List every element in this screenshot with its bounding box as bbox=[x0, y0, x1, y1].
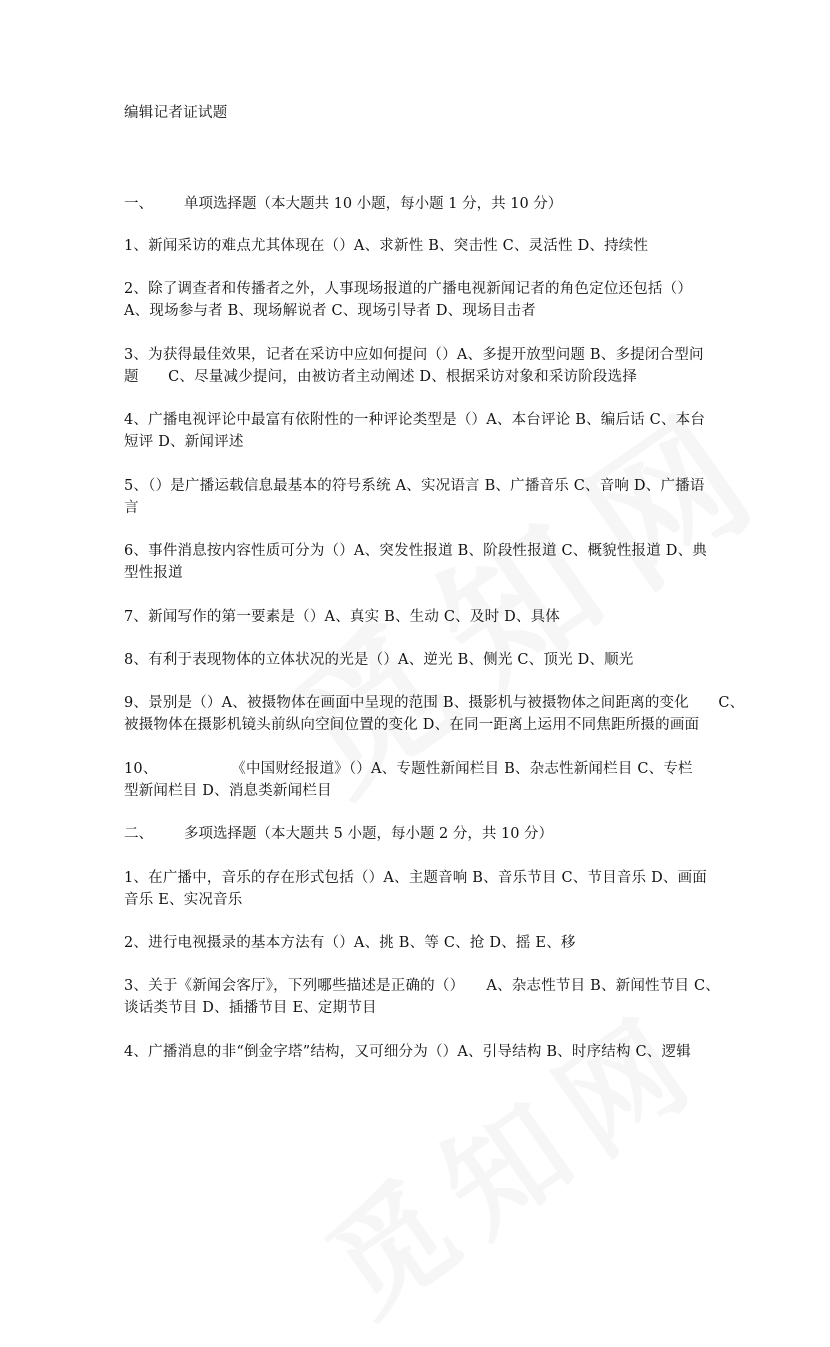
question-5-line-1: 5、（）是广播运载信息最基本的符号系统 A、实况语言 B、广播音乐 C、音响 D、广播语 bbox=[124, 478, 705, 494]
section-text: 单项选择题（本大题共 10 小题，每小题 1 分，共 10 分） bbox=[184, 196, 563, 212]
multi-question-3-line-2: 谈话类节目 D、插播节目 E、定期节目 bbox=[124, 1000, 377, 1016]
multi-question-1-line-1: 1、在广播中，音乐的存在形式包括（）A、主题音响 B、音乐节目 C、节目音乐 D、画面 bbox=[124, 870, 707, 886]
question-3-line-2: 题 C、尽量减少提问，由被访者主动阐述 D、根据采访对象和采访阶段选择 bbox=[124, 369, 638, 385]
watermark-bottom bbox=[289, 965, 732, 1347]
question-9-line-1: 9、景别是（）A、被摄物体在画面中呈现的范围 B、摄影机与被摄物体之间距离的变化 C、 bbox=[124, 695, 745, 711]
question-6-line-2: 型性报道 bbox=[124, 565, 183, 581]
question-7-line-1: 7、新闻写作的第一要素是（）A、真实 B、生动 C、及时 D、具体 bbox=[124, 609, 560, 625]
question-2-line-1: 2、除了调查者和传播者之外，人事现场报道的广播电视新闻记者的角色定位还包括（） bbox=[124, 281, 693, 297]
question-5-line-2: 言 bbox=[124, 500, 139, 516]
document-title: 编辑记者证试题 bbox=[124, 105, 228, 121]
question-6-line-1: 6、事件消息按内容性质可分为（）A、突发性报道 B、阶段性报道 C、概貌性报道 D、典 bbox=[124, 543, 707, 559]
question-4-line-2: 短评 D、新闻评述 bbox=[124, 434, 244, 450]
question-1-line-1: 1、新闻采访的难点尤其体现在（）A、求新性 B、突击性 C、灵活性 D、持续性 bbox=[124, 238, 649, 254]
section-number: 二、 bbox=[124, 826, 153, 842]
section-heading-single-choice bbox=[124, 192, 562, 213]
section-number: 一、 bbox=[124, 196, 153, 212]
question-10-line-1: 10、 《中国财经报道》（）A、专题性新闻栏目 B、杂志性新闻栏目 C、专栏 bbox=[124, 761, 693, 777]
question-2-line-2: A、现场参与者 B、现场解说者 C、现场引导者 D、现场目击者 bbox=[124, 303, 536, 319]
question-4-line-1: 4、广播电视评论中最富有依附性的一种评论类型是（）A、本台评论 B、编后话 C、本台 bbox=[124, 412, 706, 428]
question-3-line-1: 3、为获得最佳效果，记者在采访中应如何提问（）A、多提开放型问题 B、多提闭合型问 bbox=[124, 347, 704, 363]
multi-question-3-line-1: 3、关于《新闻会客厅》，下列哪些描述是正确的（） A、杂志性节目 B、新闻性节目 C、 bbox=[124, 978, 720, 994]
section-text: 多项选择题（本大题共 5 小题，每小题 2 分，共 10 分） bbox=[184, 826, 554, 842]
question-10-line-2: 型新闻栏目 D、消息类新闻栏目 bbox=[124, 783, 332, 799]
section-heading-multiple-choice bbox=[124, 822, 553, 843]
multi-question-4-line-1: 4、广播消息的非“倒金字塔”结构，又可细分为（）A、引导结构 B、时序结构 C、逻辑 bbox=[124, 1044, 691, 1060]
multi-question-2-line-1: 2、进行电视摄录的基本方法有（）A、挑 B、等 C、抢 D、摇 E、移 bbox=[124, 935, 576, 951]
multi-question-1-line-2: 音乐 E、实况音乐 bbox=[124, 892, 243, 908]
question-9-line-2: 被摄物体在摄影机镜头前纵向空间位置的变化 D、在同一距离上运用不同焦距所摄的画面 bbox=[124, 717, 700, 733]
question-8-line-1: 8、有利于表现物体的立体状况的光是（）A、逆光 B、侧光 C、顶光 D、顺光 bbox=[124, 652, 634, 668]
